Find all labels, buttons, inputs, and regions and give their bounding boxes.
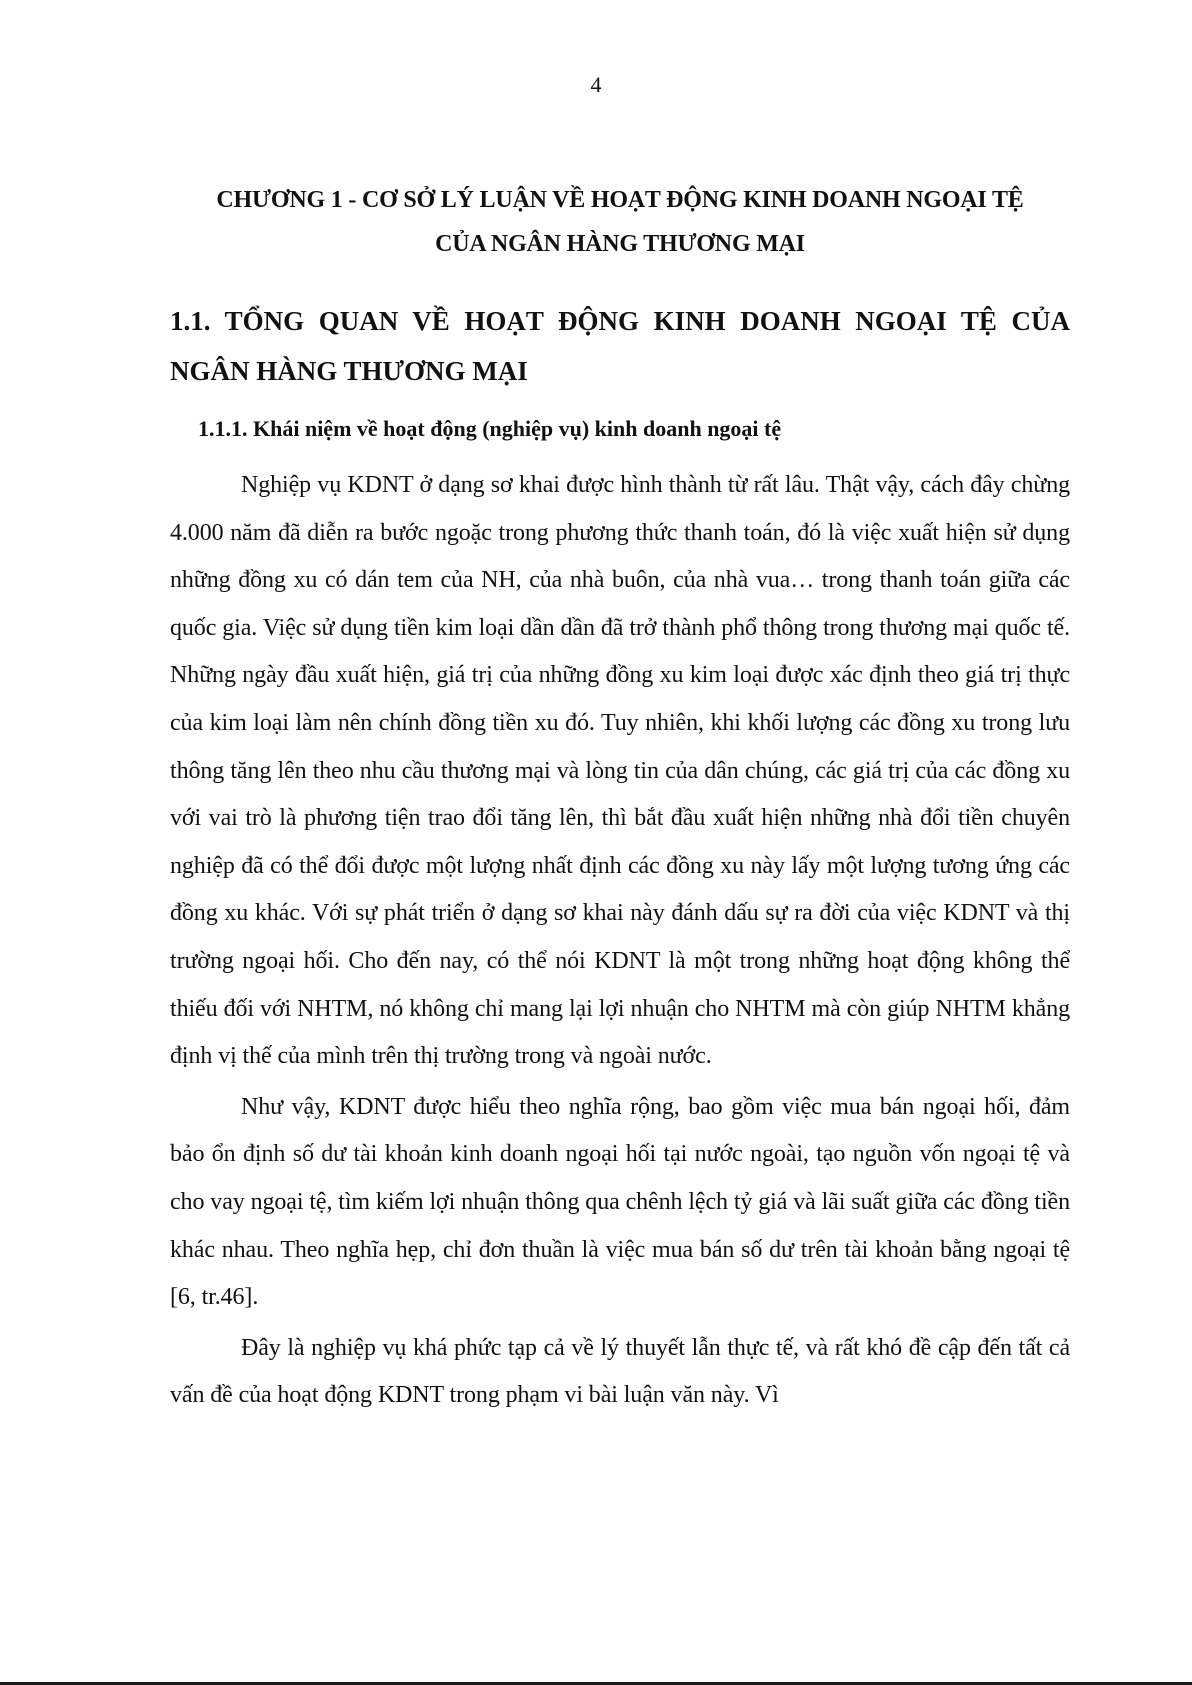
chapter-title-line-1: CHƯƠNG 1 - CƠ SỞ LÝ LUẬN VỀ HOẠT ĐỘNG KINH DOANH NGOẠI TỆ: [216, 187, 1024, 213]
chapter-title-line-2: CỦA NGÂN HÀNG THƯƠNG MẠI: [435, 231, 805, 257]
body-text: [170, 462, 1070, 1423]
section-title: 1.1. TỔNG QUAN VỀ HOẠT ĐỘNG KINH DOANH NGOẠI TỆ CỦA NGÂN HÀNG THƯƠNG MẠI: [170, 306, 1070, 386]
paragraph: Như vậy, KDNT được hiểu theo nghĩa rộng, bao gồm việc mua bán ngoại hối, đảm bảo ổn định số dư tài khoản kinh doanh ngoại hối tại nước ngoài, tạo nguồn vốn ngoại tệ và cho vay ngoại tệ, tìm kiếm lợi nhuận thông qua chênh lệch tỷ giá và lãi suất giữa các đồng tiền khác nhau. Theo nghĩa hẹp, chỉ đơn thuần là việc mua bán số dư trên tài khoản bằng ngoại tệ [6, tr.46].: [170, 1093, 1070, 1311]
chapter-title: [170, 178, 1070, 266]
page-number: 4: [590, 72, 602, 97]
paragraph: Nghiệp vụ KDNT ở dạng sơ khai được hình thành từ rất lâu. Thật vậy, cách đây chừng 4.000 năm đã diễn ra bước ngoặc trong phương thức thanh toán, đó là việc xuất hiện sử dụng những đồng xu có dán tem của NH, của nhà buôn, của nhà vua… trong thanh toán giữa các quốc gia. Việc sử dụng tiền kim loại dần dần đã trở thành phổ thông trong thương mại quốc tế. Những ngày đầu xuất hiện, giá trị của những đồng xu kim loại được xác định theo giá trị thực của kim loại làm nên chính đồng tiền xu đó. Tuy nhiên, khi khối lượng các đồng xu trong lưu thông tăng lên theo nhu cầu thương mại và lòng tin của dân chúng, các giá trị của các đồng xu với vai trò là phương tiện trao đổi tăng lên, thì bắt đầu xuất hiện những nhà đổi tiền chuyên nghiệp đã có thể đổi được một lượng nhất định các đồng xu này lấy một lượng tương ứng các đồng xu khác. Với sự phát triển ở dạng sơ khai này đánh dấu sự ra đời của việc KDNT và thị trường ngoại hối. Cho đến nay, có thể nói KDNT là một trong những hoạt động không thể thiếu đối với NHTM, nó không chỉ mang lại lợi nhuận cho NHTM mà còn giúp NHTM khẳng định vị thế của mình trên thị trường trong và ngoài nước.: [170, 472, 1070, 1070]
paragraph: Đây là nghiệp vụ khá phức tạp cả về lý thuyết lẫn thực tế, và rất khó đề cập đến tất cả vấn đề của hoạt động KDNT trong phạm vi bài luận văn này. Vì: [170, 1334, 1070, 1409]
subsection-title: 1.1.1. Khái niệm về hoạt động (nghiệp vụ) kinh doanh ngoại tệ: [198, 416, 782, 441]
